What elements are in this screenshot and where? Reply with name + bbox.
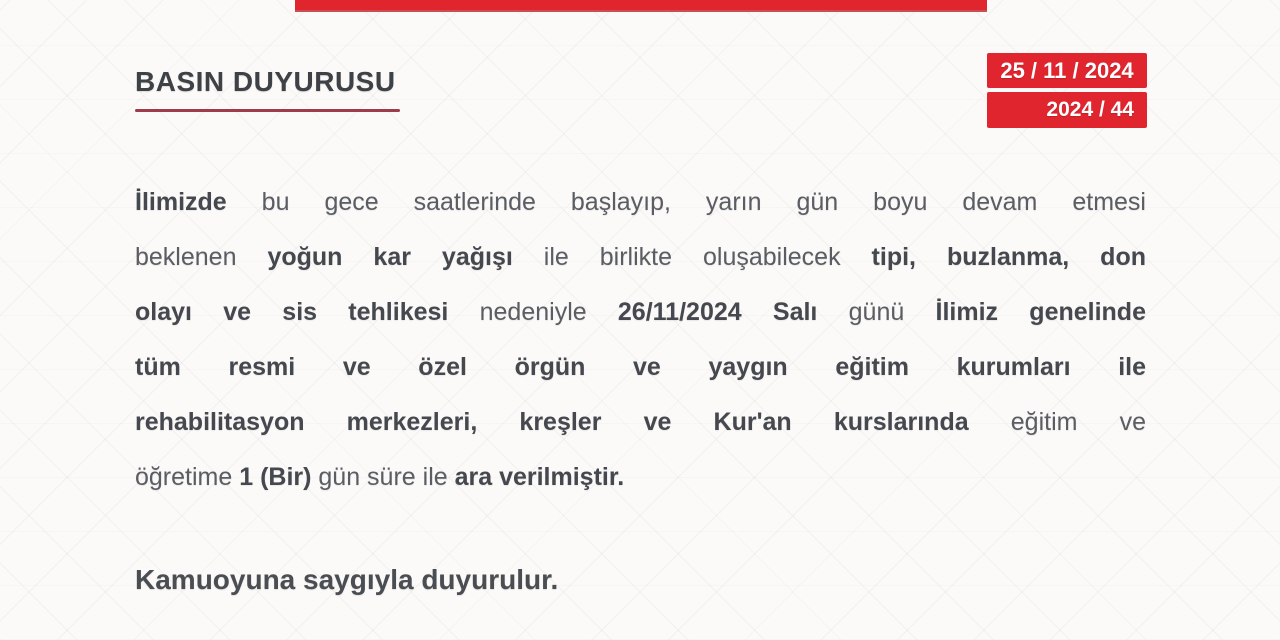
date-badge: 25 / 11 / 2024 [987,53,1147,88]
announcement-text: günü [817,298,936,326]
announcement-text: bu gece saatlerinde başlayıp, yarın gün boyu devam etmesi [226,188,1146,216]
announcement-text-bold: 26/11/2024 Salı [617,298,818,326]
announcement-line [135,175,1146,230]
announcement-line [135,230,1146,285]
announcement-text-bold: İlimiz genelinde [935,298,1146,326]
announcement-body [135,175,1146,505]
announcement-text: eğitim ve [968,408,1146,436]
title-underline [135,109,400,112]
announcement-line [135,450,1146,505]
announcement-number-badge: 2024 / 44 [987,92,1147,128]
announcement-line [135,340,1146,395]
announcement-header [135,66,400,112]
announcement-text: nedeniyle [448,298,618,326]
announcement-text-bold: yoğun kar yağışı [267,243,513,271]
announcement-text: ile birlikte oluşabilecek [512,243,872,271]
page-title: BASIN DUYURUSU [135,66,396,97]
announcement-text: öğretime [135,463,240,491]
closing-line: Kamuoyuna saygıyla duyurulur. [135,564,559,595]
announcement-text-bold: olayı ve sis tehlikesi [135,298,449,326]
announcement-text-bold: ara verilmiştir. [454,463,625,491]
announcement-text-bold: tüm resmi ve özel örgün ve yaygın eğitim kurumları ile [135,353,1146,381]
header-red-bar [295,0,987,12]
announcement-text: gün süre ile [311,463,455,491]
announcement-text-bold: tipi, buzlanma, don [871,243,1146,271]
announcement-text-bold: İlimizde [135,188,227,216]
date-badges [987,53,1147,128]
announcement-line [135,285,1146,340]
announcement-text-bold: rehabilitasyon merkezleri, kreşler ve Kur'an kurslarında [135,408,969,436]
announcement-text: beklenen [135,243,268,271]
announcement-line [135,395,1146,450]
announcement-text-bold: 1 (Bir) [239,463,312,491]
